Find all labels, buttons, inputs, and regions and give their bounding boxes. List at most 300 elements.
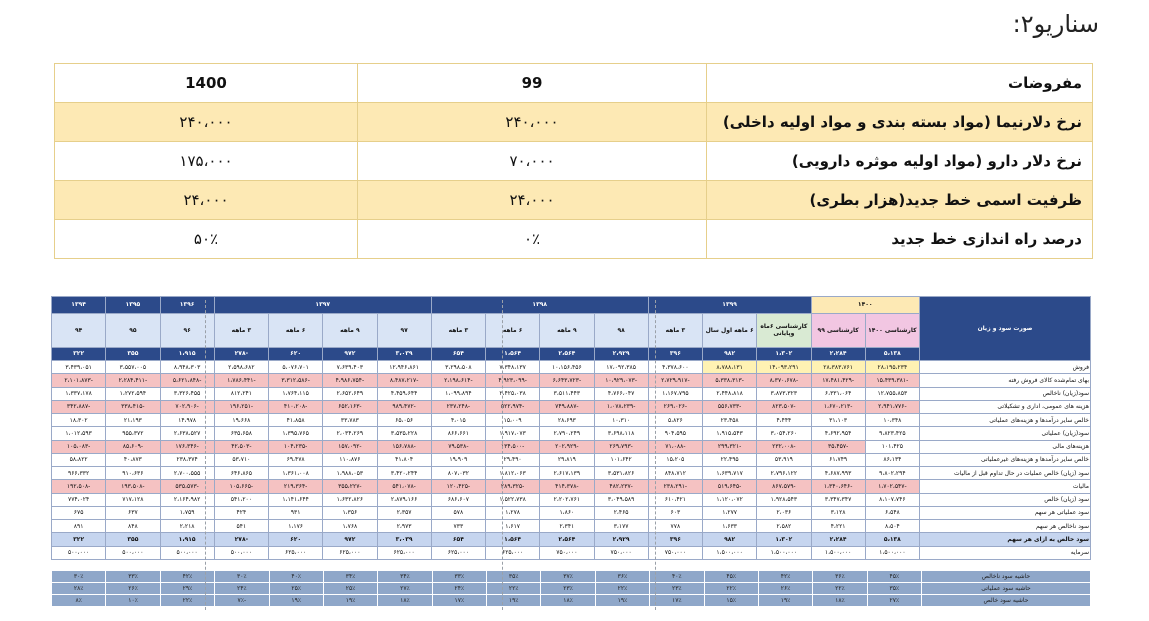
statement-cell: -۴۲،۵۰۳ — [214, 440, 268, 453]
statement-cell: ۱،۶۳۲،۸۲۶ — [323, 493, 377, 506]
statement-cell: ۸،۹۴۸،۳۰۳ — [160, 361, 214, 374]
statement-cell: ۲۳۸،۳۷۴ — [160, 453, 214, 466]
statement-row-label: فروش — [920, 361, 1091, 374]
eps-summary-cell: ۱،۳۰۲ — [757, 347, 811, 360]
statement-row-label: خالص سایر درآمدها و هزینه‌های عملیاتی — [920, 414, 1091, 427]
statement-cell: ۳،۱۲۸ — [811, 506, 865, 519]
assumptions-header-label: مفروضات — [707, 64, 1093, 103]
statement-row-label: سود ناخالص هر سهم — [920, 520, 1091, 533]
statement-cell: ۱،۶۱۷ — [486, 520, 540, 533]
statement-cell: ۸۹۱ — [52, 520, 106, 533]
statement-cell: ۱،۶۳۳ — [703, 520, 757, 533]
assumptions-header-row — [55, 64, 1093, 103]
statement-row-label: هزینه های عمومی، اداری و تشکیلاتی — [920, 400, 1091, 413]
year-header-row — [52, 297, 1091, 314]
statement-cell: ۵۰۰،۰۰۰ — [160, 546, 214, 559]
statement-cell: ۱،۱۶۷،۷۹۵ — [648, 387, 702, 400]
statement-cell: ۴،۴۵۹،۶۴۴ — [377, 387, 431, 400]
statement-row-label: سود(زیان) ناخالص — [920, 387, 1091, 400]
statement-cell: ۱،۰۱۲،۵۹۳ — [52, 427, 106, 440]
ratio-cell: ۳۴٪ — [323, 571, 377, 583]
statement-cell: ۳،۵۵۷،۰۰۵ — [106, 361, 160, 374]
period-header: ۹ ماهه — [323, 313, 377, 347]
statement-cell: ۱۹،۹۰۹ — [431, 453, 485, 466]
statement-cell: ۸،۵۰۴ — [865, 520, 919, 533]
statement-cell: ۱۰،۱۵۶،۴۵۶ — [540, 361, 594, 374]
ratio-cell: ۲۲٪ — [487, 583, 541, 595]
assumptions-row — [55, 181, 1093, 220]
statement-cell: -۳،۳۱۲،۵۸۶ — [269, 374, 323, 387]
assumptions-row — [55, 220, 1093, 259]
assumptions-header-1400: 1400 — [55, 64, 358, 103]
eps-summary-cell: ۲،۲۸۴ — [811, 347, 865, 360]
statement-cell: ۱،۶۳۹،۷۱۷ — [703, 467, 757, 480]
statement-cell: ۳،۲۹۸،۵۰۸ — [431, 361, 485, 374]
statement-cell: -۸،۴۸۷،۲۱۷ — [377, 374, 431, 387]
statement-cell: -۲،۲۸۴،۴۱۱ — [106, 374, 160, 387]
statement-cell: ۴،۰۱۵ — [431, 414, 485, 427]
statement-cell: ۵،۱۳۸ — [865, 533, 919, 546]
statement-cell: -۱،۳۴۰،۶۴۶ — [811, 480, 865, 493]
statement-cell: ۱،۲۷۲،۵۹۴ — [106, 387, 160, 400]
statement-cell: ۵۳،۷۱۰ — [214, 453, 268, 466]
statement-cell: ۱۴،۹۷۸ — [160, 414, 214, 427]
ratio-cell: ۴۵٪ — [704, 571, 758, 583]
statement-cell: -۷۴۹،۸۸۷ — [540, 400, 594, 413]
eps-summary-cell: ۳،۰۳۹ — [377, 347, 431, 360]
statement-cell: ۵۰۰،۰۰۰ — [52, 546, 106, 559]
statement-cell: ۲،۲۰۲،۷۶۱ — [540, 493, 594, 506]
ratio-cell: ۲۷٪ — [378, 583, 432, 595]
period-header: ۹ ماهه — [540, 313, 594, 347]
assumption-value-99: ۲۴،۰۰۰ — [358, 181, 707, 220]
statement-cell: ۶۲۵،۰۰۰ — [269, 546, 323, 559]
page-title: سناریو۲: — [1012, 10, 1099, 38]
statement-cell: ۸۴۸ — [106, 520, 160, 533]
statement-cell: -۴،۹۸۶،۷۵۴ — [323, 374, 377, 387]
statement-row — [52, 414, 1091, 427]
ratio-row — [52, 571, 1091, 583]
ratio-cell: ۱۹٪ — [758, 595, 812, 607]
statement-cell: ۳،۵۳۵،۲۲۸ — [377, 427, 431, 440]
statement-row — [52, 520, 1091, 533]
period-header: ۶ ماهه اول سال — [703, 313, 757, 347]
statement-cell: ۳،۳۲۶،۴۵۵ — [160, 387, 214, 400]
statement-cell: ۸۰۷،۰۳۲ — [431, 467, 485, 480]
statement-cell: ۹،۸۲۳،۴۲۵ — [865, 427, 919, 440]
statement-cell: ۶۴۶،۸۶۵ — [214, 467, 268, 480]
period-header: ۳ ماهه — [431, 313, 485, 347]
statement-row — [52, 467, 1091, 480]
ratio-cell: ۴۰٪ — [650, 571, 704, 583]
statement-cell: ۱،۵۰۰،۰۰۰ — [811, 546, 865, 559]
statement-row — [52, 427, 1091, 440]
statement-cell: -۲۱۹،۳۶۴ — [269, 480, 323, 493]
statement-cell: ۴۰،۸۷۳ — [106, 453, 160, 466]
statement-cell: ۲،۸۷۹،۱۶۶ — [377, 493, 431, 506]
statement-cell: ۴۱،۸۵۸ — [269, 414, 323, 427]
statement-cell: ۳،۵۳۱،۸۲۶ — [594, 467, 648, 480]
statement-cell: -۵۱۹،۶۴۵ — [703, 480, 757, 493]
assumptions-row — [55, 142, 1093, 181]
statement-cell: ۱،۱۷۶ — [269, 520, 323, 533]
ratio-label: حاشیه سود عملیاتی — [922, 583, 1091, 595]
eps-summary-cell: ۳۲۲ — [52, 347, 106, 360]
ratio-label: حاشیه سود خالص — [922, 595, 1091, 607]
statement-cell: ۹۵۵،۳۷۲ — [106, 427, 160, 440]
statement-cell: ۲،۶۳۸،۵۲۷ — [160, 427, 214, 440]
statement-cell: ۱،۸۶۰ — [540, 506, 594, 519]
ratio-cell: ۲۵٪ — [323, 583, 377, 595]
statement-cell: ۲،۵۹۸،۶۸۲ — [214, 361, 268, 374]
statement-cell: ۶۲۵،۰۰۰ — [431, 546, 485, 559]
statement-cell: -۱۰۵،۶۶۵ — [214, 480, 268, 493]
statement-cell: -۴،۹۲۳،۰۹۹ — [486, 374, 540, 387]
ratio-row — [52, 595, 1091, 607]
statement-cell: ۹۷۲ — [323, 533, 377, 546]
assumption-value-99: ۰٪ — [358, 220, 707, 259]
statement-cell: ۳،۰۵۴،۲۶۰ — [757, 427, 811, 440]
statement-cell: ۴۲۴ — [214, 506, 268, 519]
statement-cell: -۱۹۳،۵۰۸ — [106, 480, 160, 493]
eps-summary-cell: ۵،۱۳۸ — [865, 347, 919, 360]
year-header: ۱۳۹۵ — [106, 297, 160, 314]
ratio-cell: ۲۷٪ — [867, 595, 921, 607]
statement-cell: ۳،۸۷۳،۳۲۳ — [757, 387, 811, 400]
statement-cell: ۱،۵۰۰،۰۰۰ — [865, 546, 919, 559]
statement-cell: ۷۷۴،۰۲۴ — [52, 493, 106, 506]
year-header: ۱۳۹۷ — [214, 297, 431, 314]
assumptions-header-99: 99 — [358, 64, 707, 103]
statement-cell: -۷۱،۰۸۸ — [648, 440, 702, 453]
statement-cell: ۱،۹۸۸،۰۵۳ — [323, 467, 377, 480]
statement-cell: ۲،۷۹۰،۲۴۹ — [540, 427, 594, 440]
statement-cell: -۲،۱۰۱،۸۷۳ — [52, 374, 106, 387]
ratio-cell: ۲۳٪ — [650, 583, 704, 595]
ratio-cell: ۱۸٪ — [378, 595, 432, 607]
statement-cell: -۲۶۹،۷۹۳ — [594, 440, 648, 453]
statement-cell: -۱۰،۹۲۹،۰۷۳ — [594, 374, 648, 387]
statement-cell: ۳،۳۴۷،۳۴۷ — [811, 493, 865, 506]
period-header: ۹۵ — [106, 313, 160, 347]
statement-cell: -۱،۷۰۲،۵۴۷ — [865, 480, 919, 493]
statement-cell: ۷۵۰،۰۰۰ — [648, 546, 702, 559]
statement-row-label: سود عملیاتی هر سهم — [920, 506, 1091, 519]
ratio-cell: ۲۶٪ — [106, 583, 160, 595]
statement-cell: ۳۱،۱۰۳ — [811, 414, 865, 427]
ratio-cell: -۷٪ — [215, 595, 269, 607]
period-header: ۹۴ — [52, 313, 106, 347]
statement-cell: ۱۷،۰۹۲،۳۸۵ — [594, 361, 648, 374]
statement-cell: -۱،۶۷۰،۲۱۳ — [811, 400, 865, 413]
statement-cell: ۳،۴۳۹،۰۵۱ — [52, 361, 106, 374]
ratio-cell: ۴۲٪ — [758, 571, 812, 583]
statement-cell: ۹۳۱ — [269, 506, 323, 519]
ratio-cell: ۳۵٪ — [487, 571, 541, 583]
assumption-value-1400: ۱۷۵،۰۰۰ — [55, 142, 358, 181]
statement-cell: ۲،۶۵۲،۶۴۹ — [323, 387, 377, 400]
statement-cell: -۲۳۸،۲۹۱ — [648, 480, 702, 493]
ratio-cell: ۲۲٪ — [160, 595, 214, 607]
statement-row — [52, 440, 1091, 453]
statement-cell: ۱،۳۰۲ — [757, 533, 811, 546]
statement-cell: ۸،۷۸۸،۱۳۱ — [703, 361, 757, 374]
statement-cell: ۲،۹۲۹ — [594, 533, 648, 546]
statement-cell: ۸۴۸،۷۱۲ — [648, 467, 702, 480]
statement-cell: ۳۳،۷۸۳ — [323, 414, 377, 427]
ratio-cell: ۲۲٪ — [704, 583, 758, 595]
statement-cell: ۶۱،۷۴۹ — [811, 453, 865, 466]
ratio-cell: ۱۷٪ — [650, 595, 704, 607]
statement-cell: ۵۳،۹۱۹ — [757, 453, 811, 466]
ratio-cell: ۳۳٪ — [432, 571, 486, 583]
statement-cell: ۵۰۰،۰۰۰ — [214, 546, 268, 559]
assumption-value-1400: ۵۰٪ — [55, 220, 358, 259]
assumption-label: نرخ دلارنیما (مواد بسته بندی و مواد اولیه داخلی) — [707, 103, 1093, 142]
ratio-cell: ۳۷٪ — [541, 571, 595, 583]
divider-line — [502, 300, 503, 610]
statement-cell: -۵۵۶،۷۳۳ — [703, 400, 757, 413]
statement-cell: ۲،۵۸۲ — [757, 520, 811, 533]
statement-cell: ۹۶۶،۳۳۲ — [52, 467, 106, 480]
statement-row — [52, 480, 1091, 493]
eps-summary-cell: ۳۹۶ — [648, 347, 702, 360]
ratio-cell: ۸٪ — [52, 595, 106, 607]
statement-cell: ۵۷۸ — [431, 506, 485, 519]
statement-cell: -۱۳۴،۵۰۰ — [486, 440, 540, 453]
ratio-cell: ۱۰٪ — [106, 595, 160, 607]
statement-cell: ۸۱۲،۲۴۱ — [214, 387, 268, 400]
statement-cell: ۴،۶۹۲،۹۵۴ — [811, 427, 865, 440]
statement-cell: -۷۹،۵۳۸ — [431, 440, 485, 453]
year-header: ۱۳۹۹ — [648, 297, 811, 314]
statement-cell: -۱۷،۴۸۱،۴۲۹ — [811, 374, 865, 387]
statement-cell: -۱۷۶،۳۴۶ — [160, 440, 214, 453]
statement-cell: ۱،۳۵۶ — [323, 506, 377, 519]
statement-cell: ۱،۹۲۸،۵۴۳ — [757, 493, 811, 506]
statement-cell: ۲،۷۹۶،۱۲۲ — [757, 467, 811, 480]
statement-cell: ۱،۹۱۵ — [160, 533, 214, 546]
assumption-value-1400: ۲۴،۰۰۰ — [55, 181, 358, 220]
ratio-cell: ۲۲٪ — [813, 583, 867, 595]
statement-cell: ۵۴۱ — [214, 520, 268, 533]
assumptions-table — [54, 63, 1093, 259]
statement-row-label: سود خالص به ازای هر سهم — [920, 533, 1091, 546]
statement-cell: ۲۲،۴۹۵ — [703, 453, 757, 466]
statement-cell: ۵،۰۷۶،۷۰۱ — [269, 361, 323, 374]
statement-cell: ۸۶۶،۶۶۱ — [431, 427, 485, 440]
ratio-cell: ۲۹٪ — [160, 583, 214, 595]
eps-summary-cell: ۲،۹۲۹ — [594, 347, 648, 360]
statement-cell: ۲۹،۸۱۹ — [540, 453, 594, 466]
statement-row — [52, 453, 1091, 466]
statement-cell: ۳،۴۲۰،۲۴۴ — [377, 467, 431, 480]
statement-row-label: سود (زیان) خالص — [920, 493, 1091, 506]
statement-cell: ۱،۵۶۴ — [486, 533, 540, 546]
period-header: ۹۸ — [594, 313, 648, 347]
statement-cell: ۱،۳۶۱،۰۰۸ — [269, 467, 323, 480]
ratio-cell: ۳۰٪ — [52, 571, 106, 583]
ratio-cell: ۴۲٪ — [160, 571, 214, 583]
statement-cell: ۳۲۲ — [52, 533, 106, 546]
statement-row-label: مالیات — [920, 480, 1091, 493]
statement-cell: ۱۰۱،۶۴۲ — [594, 453, 648, 466]
statement-cell: ۲،۷۰۰،۵۵۵ — [160, 467, 214, 480]
statement-cell: ۲۳،۴۵۸ — [703, 414, 757, 427]
statement-row — [52, 400, 1091, 413]
statement-cell: ۶۲۵،۰۰۰ — [377, 546, 431, 559]
statement-cell: ۴۱،۸۰۴ — [377, 453, 431, 466]
statement-cell: -۸۶۷،۵۷۹ — [757, 480, 811, 493]
statement-cell: ۹،۸۰۲،۲۹۴ — [865, 467, 919, 480]
statement-cell: -۱۹۶،۲۵۱ — [214, 400, 268, 413]
statement-cell: -۱۹۲،۵۰۸ — [52, 480, 106, 493]
period-header: ۶ ماهه — [269, 313, 323, 347]
ratio-cell: ۴۰٪ — [269, 571, 323, 583]
statement-cell: ۲،۴۶۵ — [594, 506, 648, 519]
ratio-cell: ۲۳٪ — [541, 583, 595, 595]
statement-row — [52, 546, 1091, 559]
statement-cell: ۱۲،۹۴۶،۸۶۱ — [377, 361, 431, 374]
ratio-cell: ۲۵٪ — [269, 583, 323, 595]
ratio-cell: ۱۹٪ — [269, 595, 323, 607]
statement-cell: -۱۰۵،۰۸۳ — [52, 440, 106, 453]
statement-cell: ۴،۷۶۶،۰۴۷ — [594, 387, 648, 400]
statement-cell: ۱۸،۳۰۲ — [52, 414, 106, 427]
statement-cell: ۱،۱۲۰،۰۷۲ — [703, 493, 757, 506]
statement-row-label: سود(زیان) عملیاتی — [920, 427, 1091, 440]
eps-summary-cell: ۶۵۴ — [431, 347, 485, 360]
statement-cell: ۶۹،۴۷۸ — [269, 453, 323, 466]
statement-cell: ۲۹،۴۹۰ — [486, 453, 540, 466]
statement-cell: -۶،۶۴۳،۷۲۳ — [540, 374, 594, 387]
statement-cell: ۲،۴۲۵،۰۳۸ — [486, 387, 540, 400]
assumption-label: نرخ دلار دارو (مواد اولیه موثره دارویی) — [707, 142, 1093, 181]
statement-cell: ۱،۵۲۲،۷۳۸ — [486, 493, 540, 506]
statement-cell: -۳۵۵،۲۲۷ — [323, 480, 377, 493]
statement-cell: ۱،۹۱۷،۰۷۳ — [486, 427, 540, 440]
statement-cell: -۲۳۲،۰۰۸ — [757, 440, 811, 453]
statement-cell: ۱،۷۶۸ — [323, 520, 377, 533]
statement-cell: -۸۵،۶۰۹ — [106, 440, 160, 453]
statement-cell: ۱۲،۷۵۵،۸۵۳ — [865, 387, 919, 400]
eps-summary-cell: ۳۵۵ — [106, 347, 160, 360]
statement-cell: ۱۰۱،۴۲۵ — [865, 440, 919, 453]
statement-cell: ۳۹۶ — [648, 533, 702, 546]
eps-summary-cell: ۹۷۲ — [323, 347, 377, 360]
statement-cell: ۲،۵۶۴ — [540, 533, 594, 546]
statement-cell: ۶۵۴ — [431, 533, 485, 546]
statement-cell: ۵،۸۲۶ — [648, 414, 702, 427]
statement-cell: ۸،۱۰۷،۷۴۶ — [865, 493, 919, 506]
statement-cell: ۳،۱۷۷ — [594, 520, 648, 533]
statement-cell: ۳،۶۹۸،۱۱۸ — [594, 427, 648, 440]
statement-cell: ۱۰،۳۴۸ — [865, 414, 919, 427]
statement-cell: -۱۰۴،۲۳۵ — [269, 440, 323, 453]
statement-cell: -۹۸۹،۴۷۲ — [377, 400, 431, 413]
ratio-cell: ۲۴٪ — [432, 583, 486, 595]
statement-cell: ۵۸،۸۲۲ — [52, 453, 106, 466]
statement-cell: -۲،۷۲۹،۹۱۷ — [648, 374, 702, 387]
period-header: ۳ ماهه — [214, 313, 268, 347]
statement-cell: ۴،۴۴۴ — [757, 414, 811, 427]
assumption-value-99: ۲۴۰،۰۰۰ — [358, 103, 707, 142]
statement-cell: ۹۸۲ — [703, 533, 757, 546]
statement-row-label: سود (زیان) خالص عملیات در حال تداوم قبل از مالیات — [920, 467, 1091, 480]
ratio-cell: ۲۴٪ — [215, 583, 269, 595]
statement-cell: -۶۵۲،۱۶۳ — [323, 400, 377, 413]
statement-cell: ۵۰۰،۰۰۰ — [106, 546, 160, 559]
ratio-cell: ۲۶٪ — [758, 583, 812, 595]
statement-row-label: هزینه‌های مالی — [920, 440, 1091, 453]
statement-cell: ۲،۰۳۴،۲۶۹ — [323, 427, 377, 440]
ratio-cell: ۴۵٪ — [867, 571, 921, 583]
statement-row — [52, 387, 1091, 400]
period-header: ۹۶ — [160, 313, 214, 347]
ratio-cell: ۲۲٪ — [595, 583, 649, 595]
ratio-cell: ۲۸٪ — [52, 583, 106, 595]
ratio-cell: ۳۳٪ — [106, 571, 160, 583]
statement-cell: ۶۲۵،۰۰۰ — [323, 546, 377, 559]
ratio-cell: ۱۵٪ — [704, 595, 758, 607]
statement-cell: -۵۲۲،۹۷۴ — [486, 400, 540, 413]
assumption-label: ظرفیت اسمی خط جدید(هزار بطری) — [707, 181, 1093, 220]
statement-cell: -۳۴۲،۸۸۷ — [52, 400, 106, 413]
statement-cell: -۷۰۲،۹۰۶ — [160, 400, 214, 413]
statement-cell: ۷۷۸ — [648, 520, 702, 533]
ratio-cell: ۱۹٪ — [595, 595, 649, 607]
statement-row-label: خالص سایر درآمدها و هزینه‌های غیرعملیاتی — [920, 453, 1091, 466]
period-header: کارشناسی ۹۹ — [811, 313, 865, 347]
margin-ratios-table — [51, 570, 1091, 607]
statement-row-label: سرمایه — [920, 546, 1091, 559]
statement-cell: ۷۵۰،۰۰۰ — [540, 546, 594, 559]
statement-cell: ۱،۸۱۲،۰۶۳ — [486, 467, 540, 480]
statement-cell: ۲،۹۷۳ — [377, 520, 431, 533]
ratio-label: حاشیه سود ناخالص — [922, 571, 1091, 583]
statement-cell: -۱۵۷،۰۹۲ — [323, 440, 377, 453]
ratio-cell: ۳۴٪ — [378, 571, 432, 583]
statement-cell: ۹۰۴،۵۹۵ — [648, 427, 702, 440]
statement-header: صورت سود و زیان — [920, 297, 1091, 361]
statement-cell: -۸،۳۷۰،۶۷۸ — [757, 374, 811, 387]
statement-cell: ۱۰،۳۱۰ — [594, 414, 648, 427]
statement-cell: -۴۱۴،۳۷۸ — [540, 480, 594, 493]
statement-row-label: بهای تمام‌شده کالای فروش رفته — [920, 374, 1091, 387]
statement-row — [52, 374, 1091, 387]
statement-cell: -۲۳۷،۲۴۸ — [431, 400, 485, 413]
eps-summary-cell: ۶۲۰ — [269, 347, 323, 360]
year-header: ۱۳۹۶ — [160, 297, 214, 314]
statement-cell: ۷۵۰،۰۰۰ — [594, 546, 648, 559]
statement-cell: ۹۱۰،۶۳۶ — [106, 467, 160, 480]
statement-cell: -۱۵،۴۳۹،۳۸۱ — [865, 374, 919, 387]
statement-cell: ۱،۲۷۸ — [486, 506, 540, 519]
statement-cell: -۵۴۱،۰۷۸ — [377, 480, 431, 493]
statement-cell: ۱،۰۹۹،۸۹۴ — [431, 387, 485, 400]
statement-cell: -۴۱۰،۲۰۸ — [269, 400, 323, 413]
statement-cell: -۱۵۶،۷۸۸ — [377, 440, 431, 453]
period-header: ۳ ماهه — [648, 313, 702, 347]
income-statement-table — [51, 296, 1091, 560]
ratio-cell: ۱۷٪ — [432, 595, 486, 607]
statement-cell: ۳،۵۱۱،۴۴۳ — [540, 387, 594, 400]
eps-summary-cell: ۲،۵۶۴ — [540, 347, 594, 360]
statement-cell: ۶۳۵،۶۵۸ — [214, 427, 268, 440]
ratio-cell: ۱۹٪ — [487, 595, 541, 607]
ratio-cell: ۳۶٪ — [595, 571, 649, 583]
statement-cell: -۲۸۹،۳۲۵ — [486, 480, 540, 493]
